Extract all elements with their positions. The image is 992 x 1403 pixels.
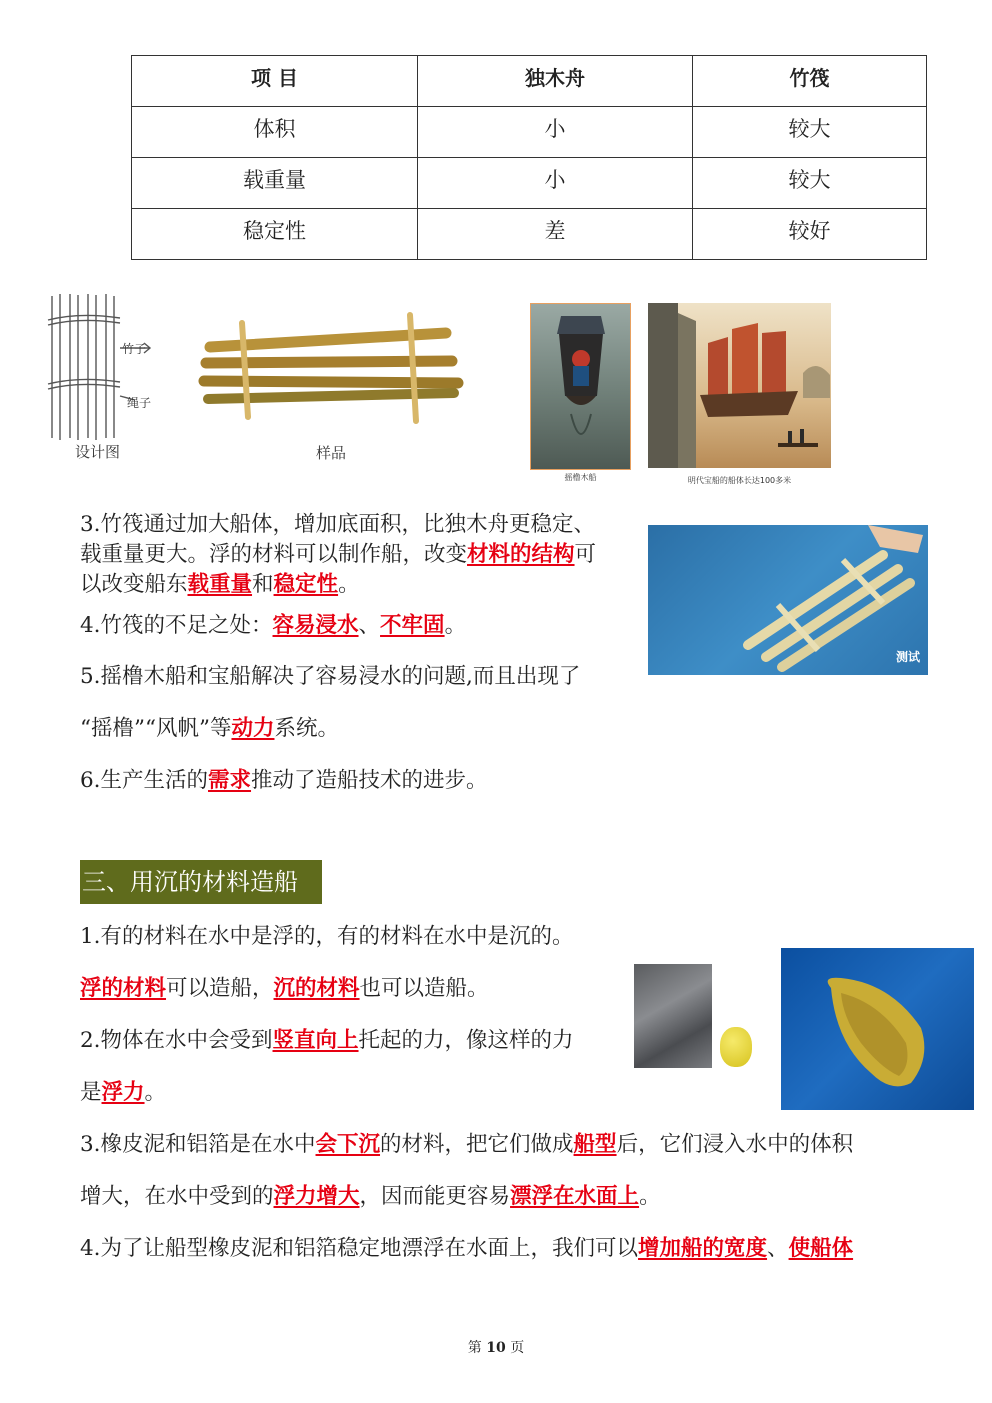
section-paragraph-2-line-2: 是浮力。: [80, 1080, 167, 1105]
page-number: 第 10 页: [467, 1340, 525, 1356]
answer-text: 材料的结构: [467, 542, 575, 567]
answer-text: 使船体: [788, 1236, 854, 1261]
treasure-caption: 明代宝船的船体长达100多米: [687, 476, 792, 485]
paragraph-5-line-1: 5.摇橹木船和宝船解决了容易浸水的问题,而且出现了: [80, 664, 581, 689]
treasure-ship-painting: [648, 303, 831, 485]
table-header: 项 目: [132, 56, 418, 107]
table-cell: 体积: [132, 107, 418, 158]
table-cell: 稳定性: [132, 209, 418, 260]
rowboat-image: [531, 304, 630, 469]
answer-text: 载重量: [187, 572, 253, 597]
section-paragraph-1-line-1: 1.有的材料在水中是浮的，有的材料在水中是沉的。: [80, 924, 574, 949]
answer-text: 稳定性: [273, 572, 339, 597]
answer-text: 需求: [208, 768, 252, 793]
sketch-caption: 设计图: [75, 443, 121, 461]
sketch-label-rope: 绳子: [127, 396, 152, 410]
treasure-ship-image: [648, 303, 831, 468]
answer-text: 容易浸水: [272, 613, 359, 638]
table-cell: 载重量: [132, 158, 418, 209]
section-paragraph-3-line-2: 增大，在水中受到的浮力增大，因而能更容易漂浮在水面上。: [80, 1184, 661, 1209]
answer-text: 浮的材料: [80, 976, 167, 1001]
table-cell: 较大: [693, 107, 927, 158]
section-paragraph-3-line-1: 3.橡皮泥和铝箔是在水中会下沉的材料，把它们做成船型后，它们浸入水中的体积: [80, 1132, 854, 1157]
paragraph-3-line-3: 以改变船东载重量和稳定性。: [80, 572, 360, 597]
sketch-label-bamboo: 竹子: [122, 342, 147, 356]
comparison-table: [131, 55, 927, 260]
table-cell: 小: [418, 107, 693, 158]
rowboat-photo: [530, 303, 631, 482]
section-paragraph-1-line-2: 浮的材料可以造船，沉的材料也可以造船。: [80, 976, 489, 1001]
table-cell: 差: [418, 209, 693, 260]
table-row: [132, 107, 927, 158]
answer-text: 浮力: [101, 1080, 145, 1105]
answer-text: 浮力增大: [273, 1184, 360, 1209]
answer-text: 不牢固: [380, 613, 445, 638]
clay-boat-image: [781, 948, 974, 1110]
section-paragraph-2-line-1: 2.物体在水中会受到竖直向上托起的力，像这样的力: [80, 1028, 574, 1053]
answer-text: 漂浮在水面上: [510, 1184, 640, 1209]
table-row: [132, 158, 927, 209]
raft-design-sketch: [40, 288, 190, 468]
table-row: [132, 209, 927, 260]
answer-text: 增加船的宽度: [638, 1236, 768, 1261]
paragraph-4: 4.竹筏的不足之处：容易浸水、不牢固。: [80, 613, 467, 638]
raft-test-image: [648, 525, 928, 675]
answer-text: 船型: [573, 1132, 617, 1157]
section-paragraph-4: 4.为了让船型橡皮泥和铝箔稳定地漂浮在水面上，我们可以增加船的宽度、使船体: [80, 1236, 854, 1261]
paragraph-3-line-2: 载重量更大。浮的材料可以制作船，改变材料的结构可: [80, 542, 597, 567]
table-header: 竹筏: [693, 56, 927, 107]
table-cell: 较大: [693, 158, 927, 209]
table-cell: 小: [418, 158, 693, 209]
aluminum-foil-photo: [634, 964, 712, 1068]
answer-text: 沉的材料: [273, 976, 360, 1001]
answer-text: 竖直向上: [272, 1028, 359, 1053]
answer-text: 动力: [231, 716, 275, 741]
table-header-row: [132, 56, 927, 107]
raft-sample-photo: [196, 305, 472, 470]
clay-boat-photo: [781, 948, 974, 1110]
bamboo-raft-image: [196, 305, 472, 435]
paragraph-6: 6.生产生活的需求推动了造船技术的进步。: [80, 768, 488, 793]
answer-text: 会下沉: [315, 1132, 381, 1157]
raft-test-photo: [648, 525, 928, 675]
table-header: 独木舟: [418, 56, 693, 107]
clay-ball-photo: [720, 1027, 752, 1067]
sample-caption: 样品: [316, 444, 347, 462]
test-caption: 测试: [895, 650, 920, 664]
paragraph-3-line-1: 3.竹筏通过加大船体，增加底面积，比独木舟更稳定、: [80, 512, 596, 537]
section-title: 三、用沉的材料造船: [80, 860, 322, 904]
rowboat-caption: 摇橹木船: [564, 473, 597, 482]
table-cell: 较好: [693, 209, 927, 260]
paragraph-5-line-2: “摇橹”“风帆”等动力系统。: [80, 716, 339, 741]
